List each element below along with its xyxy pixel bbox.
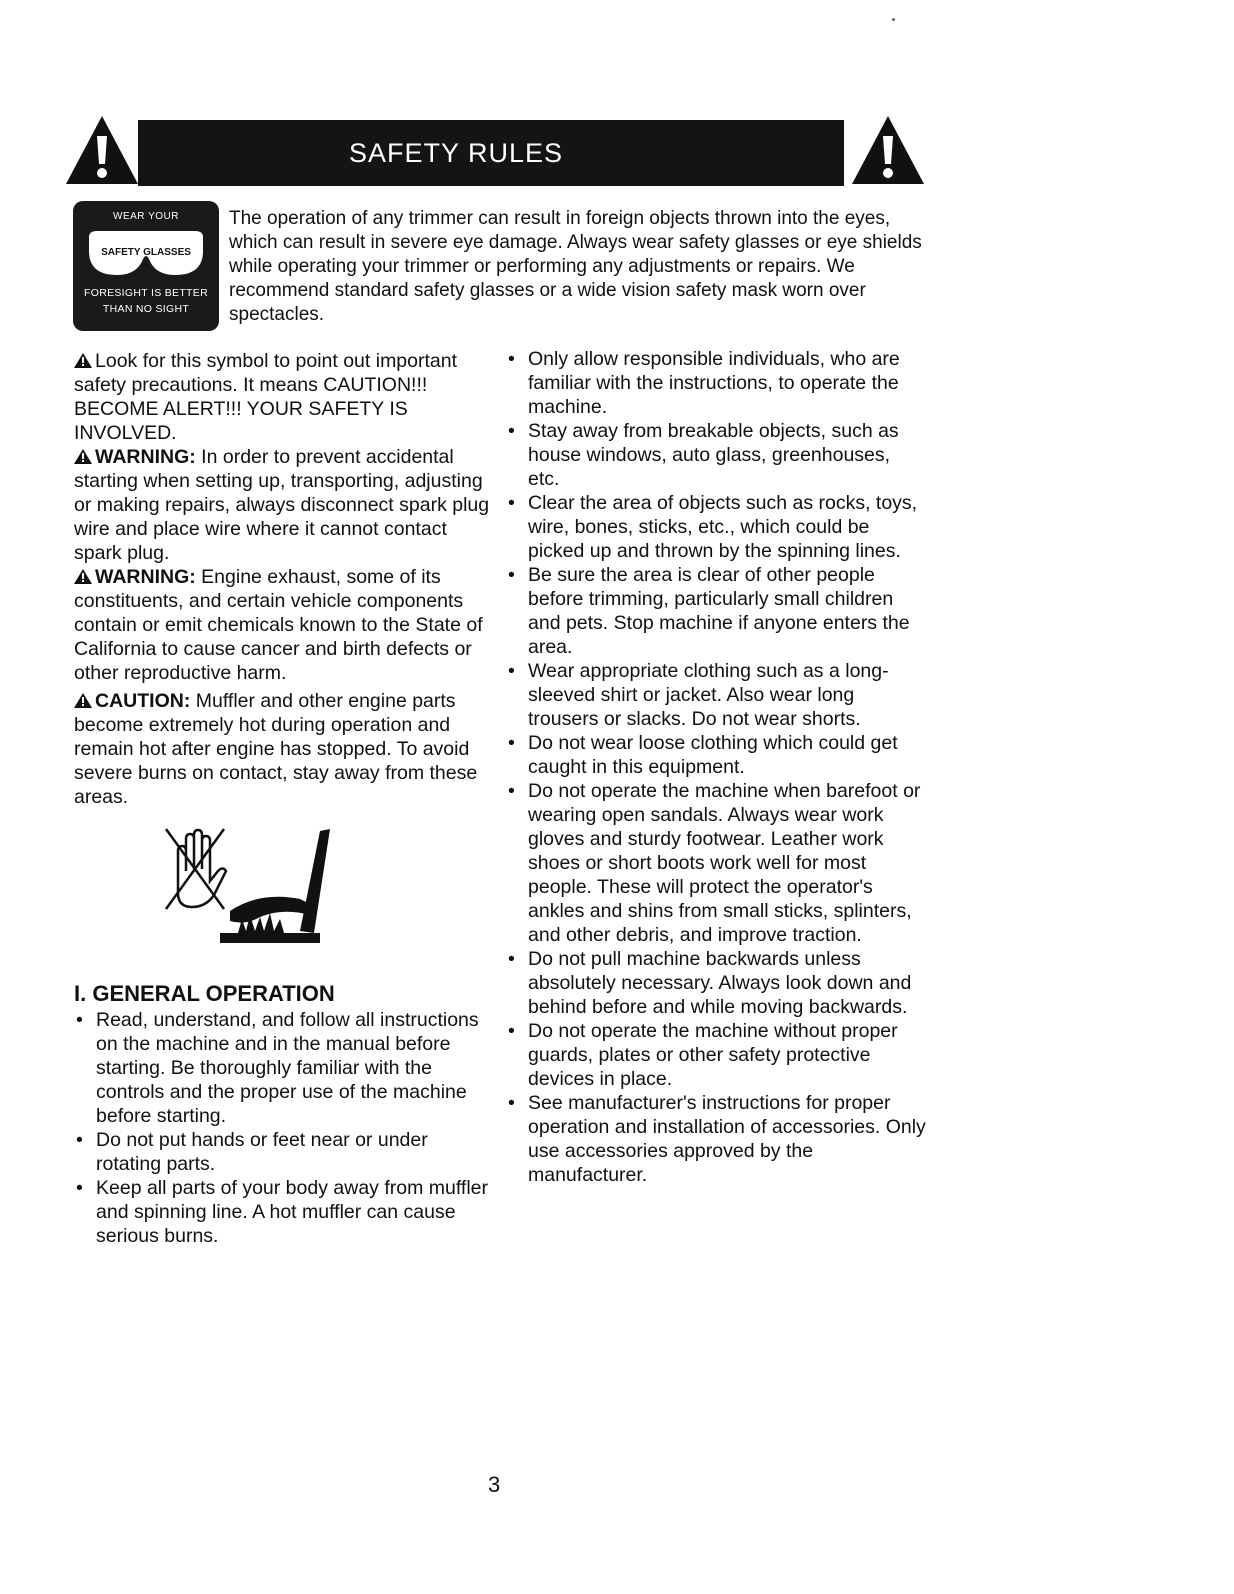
list-item: • Only allow responsible individuals, who are familiar with the instructions, to operate the machine.	[506, 347, 926, 419]
badge-line-4: THAN NO SIGHT	[102, 303, 190, 315]
alert-triangle-icon	[74, 569, 92, 584]
eye-safety-intro: The operation of any trimmer can result in foreign objects thrown into the eyes, which can result in severe eye damage. Always wear safety glasses or eye shields while operating your trimmer or performing any adjustments or repairs. We recommend standard safety glasses or a wide vision safety mask worn over spectacles.	[229, 208, 922, 325]
list-item: • Do not pull machine backwards unless absolutely necessary. Always look down and behind before and while moving backwards.	[506, 947, 926, 1019]
warning-2-text: Engine exhaust, some of its constituents, and certain vehicle components contain or emit chemicals known to the State of California to cause cancer and birth defects or other reproductive harm.	[74, 566, 483, 684]
list-item: • Stay away from breakable objects, such as house windows, auto glass, greenhouses, etc.	[506, 419, 926, 491]
warning-1	[74, 445, 494, 565]
alert-triangle-icon	[74, 693, 92, 708]
safety-glasses-badge	[73, 201, 219, 331]
list-item: • Wear appropriate clothing such as a long-sleeved shirt or jacket. Also wear long trousers or slacks. Do not wear shorts.	[506, 659, 926, 731]
list-item: • Read, understand, and follow all instructions on the machine and in the manual before starting. Be thoroughly familiar with the controls and the proper use of the machine before starting.	[74, 1008, 494, 1128]
caution	[74, 689, 494, 809]
list-item: • Be sure the area is clear of other people before trimming, particularly small children and pets. Stop machine if anyone enters the area.	[506, 563, 926, 659]
safety-rules-list	[506, 347, 926, 1187]
scan-speck	[892, 18, 895, 21]
caution-label: CAUTION:	[95, 690, 191, 712]
section-heading-general-operation: I. GENERAL OPERATION	[74, 981, 335, 1006]
hot-surface-warning-icon	[160, 821, 350, 956]
symbol-note-text: Look for this symbol to point out important safety precautions. It means CAUTION!!! BECOME ALERT!!! YOUR SAFETY IS INVOLVED.	[74, 350, 458, 444]
badge-line-3: FORESIGHT IS BETTER	[84, 287, 208, 299]
list-item: • Keep all parts of your body away from muffler and spinning line. A hot muffler can cause serious burns.	[74, 1176, 494, 1248]
caution-text: Muffler and other engine parts become extremely hot during operation and remain hot after engine has stopped. To avoid severe burns on contact, stay away from these areas.	[74, 690, 478, 808]
list-item: • See manufacturer's instructions for proper operation and installation of accessories. Only use accessories approved by the manufacturer.	[506, 1091, 926, 1187]
page-number: 3	[488, 1472, 501, 1497]
alert-triangle-icon	[850, 114, 926, 186]
alert-triangle-icon	[74, 449, 92, 464]
list-item: • Do not put hands or feet near or under rotating parts.	[74, 1128, 494, 1176]
alert-triangle-icon	[74, 353, 92, 368]
left-column	[74, 349, 494, 1248]
alert-triangle-icon	[64, 114, 140, 186]
warning-1-label: WARNING:	[95, 446, 196, 468]
general-operation-list	[74, 1008, 494, 1248]
badge-line-1: WEAR YOUR	[113, 211, 179, 222]
list-item: • Clear the area of objects such as rocks, toys, wire, bones, sticks, etc., which could be picked up and thrown by the spinning lines.	[506, 491, 926, 563]
warning-2	[74, 565, 494, 685]
badge-glasses-label: SAFETY GLASSES	[101, 247, 191, 258]
list-item: • Do not wear loose clothing which could get caught in this equipment.	[506, 731, 926, 779]
safety-rules-banner	[64, 114, 926, 190]
banner-title: SAFETY RULES	[138, 120, 844, 186]
warning-1-text: In order to prevent accidental starting when setting up, transporting, adjusting or making repairs, always disconnect spark plug wire and place wire where it cannot contact spark plug.	[74, 446, 490, 564]
list-item: • Do not operate the machine without proper guards, plates or other safety protective devices in place.	[506, 1019, 926, 1091]
symbol-note	[74, 349, 494, 445]
right-column	[506, 347, 926, 1187]
list-item: • Do not operate the machine when barefoot or wearing open sandals. Always wear work gloves and sturdy footwear. Leather work shoes or short boots work well for most people. These will protect the operator's ankles and shins from small sticks, splinters, and other debris, and improve traction.	[506, 779, 926, 947]
warning-2-label: WARNING:	[95, 566, 196, 588]
